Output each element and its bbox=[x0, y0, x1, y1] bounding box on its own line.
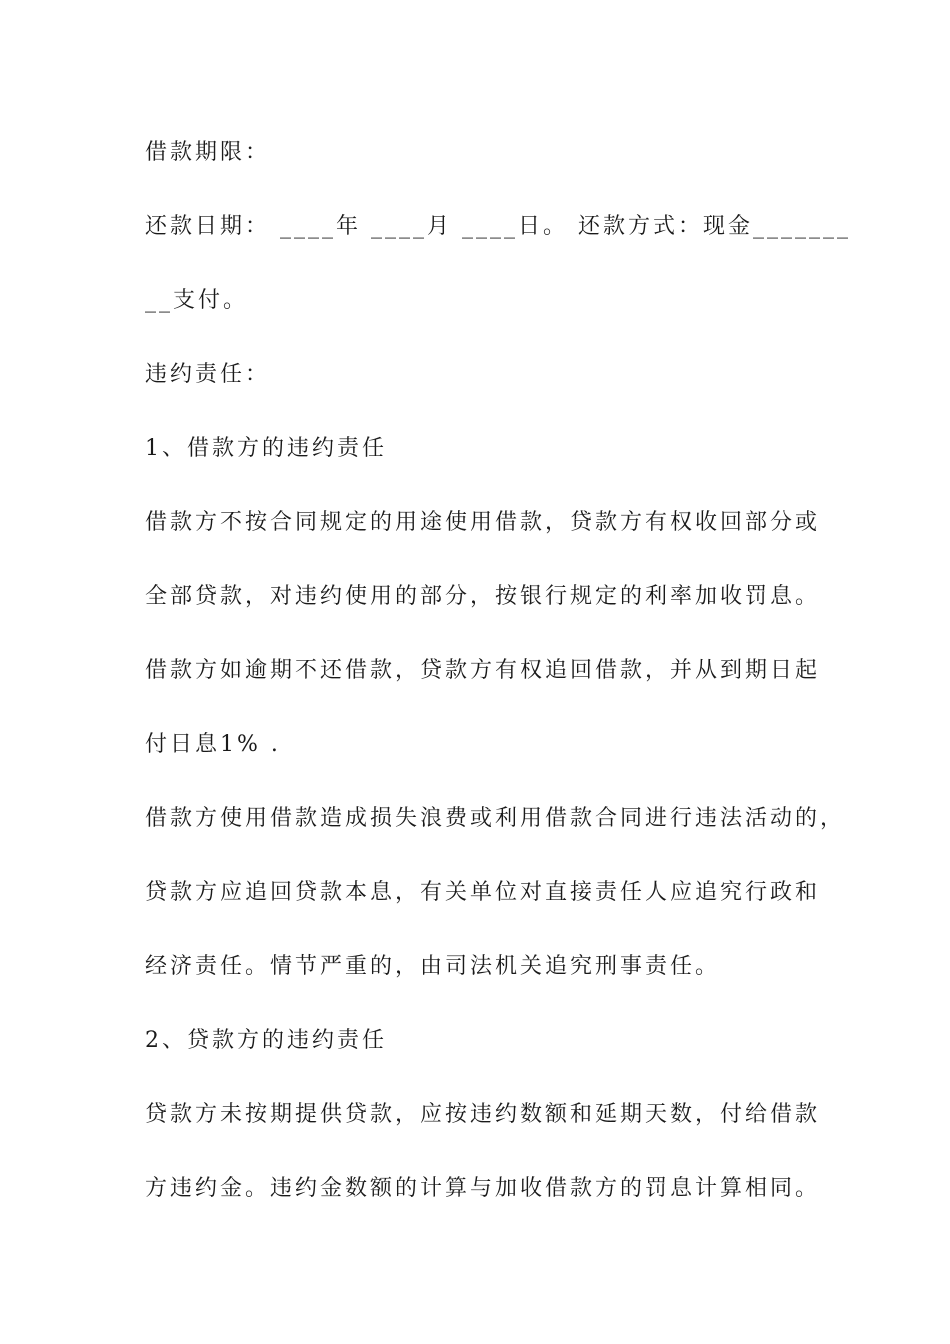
borrower-liability-heading: 1、借款方的违约责任 bbox=[145, 436, 387, 461]
paragraph-line: 付日息1% . bbox=[145, 732, 281, 757]
default-liability-heading: 违约责任： bbox=[145, 362, 271, 387]
repayment-date-line: 还款日期： ____年 ____月 ____日。 还款方式：现金_______ bbox=[145, 214, 851, 239]
loan-term-heading: 借款期限： bbox=[145, 140, 271, 165]
lender-liability-heading: 2、贷款方的违约责任 bbox=[145, 1028, 387, 1053]
payment-method-continuation: __支付。 bbox=[145, 288, 249, 313]
paragraph-line: 借款方如逾期不还借款，贷款方有权追回借款，并从到期日起 bbox=[145, 658, 821, 683]
paragraph-line: 贷款方未按期提供贷款，应按违约数额和延期天数，付给借款 bbox=[145, 1102, 821, 1127]
paragraph-line: 贷款方应追回贷款本息，有关单位对直接责任人应追究行政和 bbox=[145, 880, 821, 905]
paragraph-line: 经济责任。情节严重的，由司法机关追究刑事责任。 bbox=[145, 954, 721, 979]
paragraph-line: 全部贷款，对违约使用的部分，按银行规定的利率加收罚息。 bbox=[145, 584, 821, 609]
paragraph-line: 方违约金。违约金数额的计算与加收借款方的罚息计算相同。 bbox=[145, 1176, 821, 1201]
paragraph-line: 借款方不按合同规定的用途使用借款，贷款方有权收回部分或 bbox=[145, 510, 821, 535]
paragraph-line: 借款方使用借款造成损失浪费或利用借款合同进行违法活动的， bbox=[145, 806, 846, 831]
